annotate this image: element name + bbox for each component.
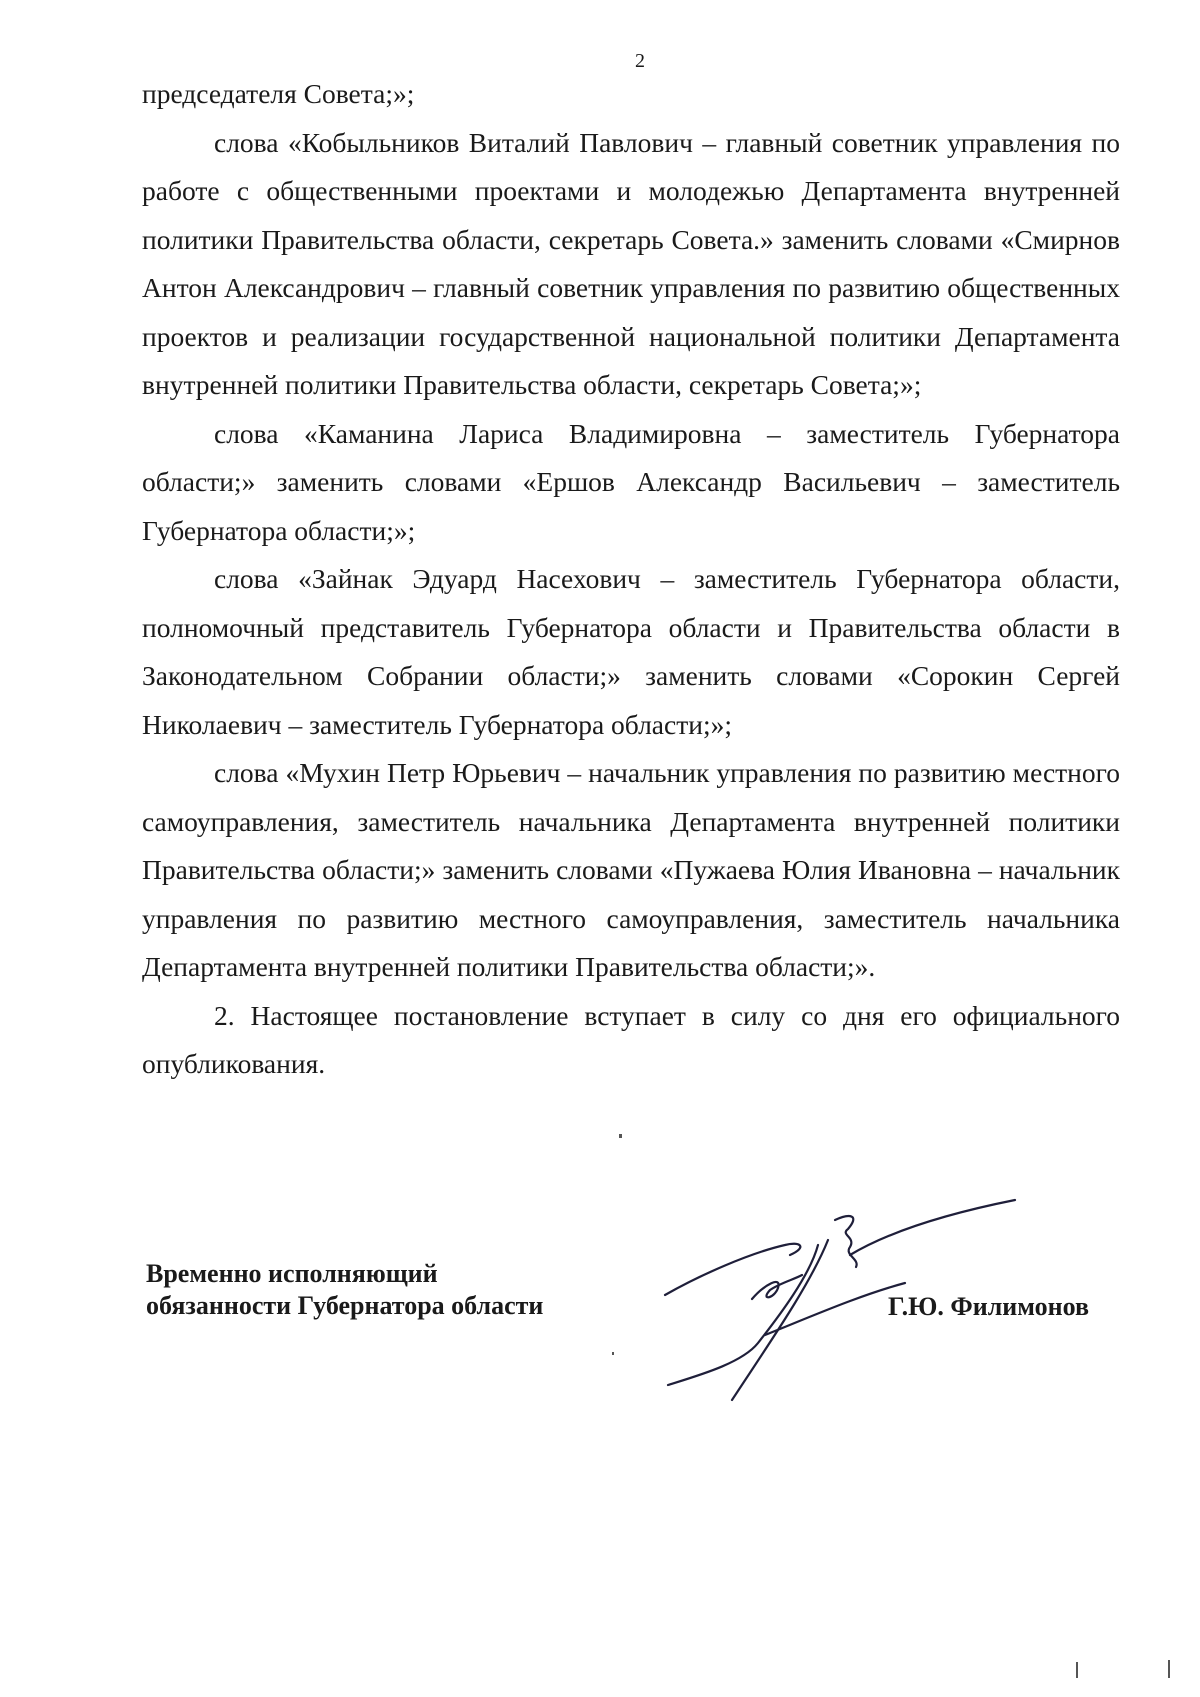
scan-speck xyxy=(612,1352,614,1355)
scan-speck xyxy=(1168,1660,1170,1678)
paragraph: 2. Настоящее постановление вступает в силу со дня его официального опубликования. xyxy=(142,999,1120,1079)
paragraph: слова «Мухин Петр Юрьевич – начальник управления по развитию местного самоуправления, заместитель начальника Департамента внутренней политики Правительства области;» заменить словами «Пужаева Юлия Ивановна – начальник управления по развитию местного самоуправления, заместитель начальника Департамента внутренней политики Правительства области;». xyxy=(142,757,1120,982)
signatory-position xyxy=(146,1258,543,1322)
signatory-position-line2: обязанности Губернатора области xyxy=(146,1291,544,1320)
paragraph: слова «Каманина Лариса Владимировна – заместитель Губернатора области;» заменить словами «Ершов Александр Васильевич – заместитель Губернатора области;»; xyxy=(142,417,1120,546)
page-number: 2 xyxy=(635,50,645,72)
paragraph: председателя Совета;»; xyxy=(142,78,415,109)
scan-speck xyxy=(1076,1662,1078,1678)
signatory-name: Г.Ю. Филимонов xyxy=(888,1292,1090,1321)
paragraph: слова «Зайнак Эдуард Насехович – заместитель Губернатора области, полномочный представитель Губернатора области и Правительства области в Законодательном Собрании области;» заменить словами «Сорокин Сергей Николаевич – заместитель Губернатора области;»; xyxy=(142,563,1120,740)
document-body xyxy=(142,70,1120,1089)
signatory-position-line1: Временно исполняющий xyxy=(146,1259,438,1288)
scan-speck xyxy=(619,1134,622,1138)
paragraph: слова «Кобыльников Виталий Павлович – главный советник управления по работе с общественными проектами и молодежью Департамента внутренней политики Правительства области, секретарь Совета.» заменить словами «Смирнов Антон Александрович – главный советник управления по развитию общественных проектов и реализации государственной национальной политики Департамента внутренней политики Правительства области, секретарь Совета;»; xyxy=(142,126,1120,400)
